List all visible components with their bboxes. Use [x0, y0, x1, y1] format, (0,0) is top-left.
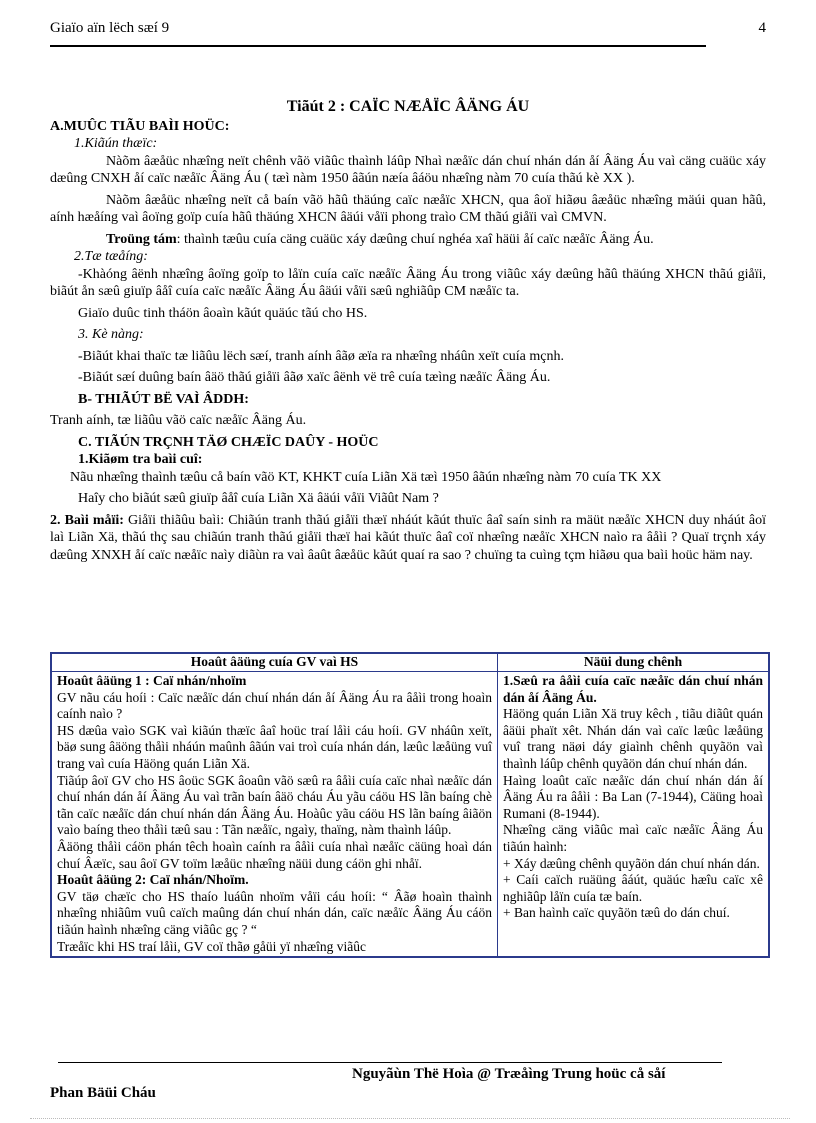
activity-line: Âäöng thåìi cáön phán têch hoaìn caính ra âåìi cuía nhaì næåïc cäüng hoaì dán chuí Âæïc, sau âoï GV toïm læåüc nhæîng näüi dung cáön ghi nhåï. [57, 838, 492, 871]
content-line: + Xáy dæûng chênh quyãön dán chuí nhán dán. [503, 855, 760, 871]
section-a-heading: A.MUÛC TIÃU BAÌI HOÜC: [50, 118, 230, 134]
new-lesson-intro: Giåïi thiãûu baìi: Chiãún tranh thãú giåïi thæï nháút kãút thuïc âaî saín sinh ra mäüt næåïc XHCN duy nháút âoï laì Liãn Xä, thãú thç sau chiãún tranh thãú giåïi thæï hai kãút thuïc âaî coï nhæîng næåïc XHCN naìo ra âåìi ? Quaï trçnh xáy dæûng XNXH åí caïc næåïc naìy diãùn ra vaì âaût âæåüc kãút quaí ra sao ? chuïng ta cuìng tçm hiãøu qua baìi hoüc häm nay. [50, 512, 766, 563]
skills-paragraph-1: -Biãút khai thaïc tæ liãûu lëch sæí, tranh aính âãø æïa ra nhæîng nháûn xeït cuía mçnh. [78, 348, 564, 364]
section-c-heading: C. TIÃÚN TRÇNH TÄØ CHÆÏC DAÛY - HOÜC [78, 434, 379, 450]
activities-column-header: Hoaût âäüng cuía GV vaì HS [51, 653, 498, 672]
content-line: Häöng quán Liãn Xä truy kêch , tiãu diãût quán âäüi phaït xêt. Nhán dán vaì caïc læûc læåüng vuî trang näøi dáy giaình chênh quyãön vaì thaình láûp chênh quyãön dán chuí nhán dán. [503, 706, 763, 771]
document-body [50, 98, 766, 564]
activity-line: HS dæûa vaìo SGK vaì kiãún thæïc âaî hoüc traí låìi cáu hoíi. GV nháûn xeït, bäø sung âäöng thåìi nháún maûnh âãún vai troì cuía nhán dán, læûc læåüng vuî trang vaì cuía Häöng quán Liãn Xä. [57, 722, 492, 771]
new-lesson-label: 2. Baìi måïi: [50, 512, 124, 528]
footer-school: Phan Bäüi Cháu [50, 1085, 156, 1101]
new-lesson-paragraph [50, 512, 766, 565]
activity-line: Hoaût âäüng 2: Caï nhán/Nhoïm. [57, 872, 249, 888]
review-question-2: Haîy cho biãút sæû giuïp âåî cuía Liãn Xä âäúi våïi Viãût Nam ? [78, 491, 439, 506]
lesson-activity-table [50, 652, 770, 958]
footer-author: Nguyãùn Thë Hoìa @ Træåìng Trung hoüc cå såí [352, 1066, 666, 1082]
table-header-row [51, 653, 769, 672]
review-subheading: 1.Kiãøm tra baìi cuî: [78, 452, 203, 467]
page-header [50, 20, 766, 44]
content-line: Nhæîng cäng viãûc maì caïc næåïc Âäng Áu tiãún haình: [503, 822, 763, 854]
page-bottom-edge [30, 1118, 790, 1119]
activity-line: GV nãu cáu hoíi : Caïc næåïc dán chuí nhán dán åí Âäng Áu ra âåìi trong hoaìn caính naìo ? [57, 689, 492, 722]
activity-line: Hoaût âäüng 1 : Caï nhán/nhoïm [57, 673, 247, 688]
content-line: + Ban haình caïc quyãön tæû do dán chuí. [503, 905, 730, 921]
activity-line: Træåïc khi HS traí låìi, GV coï thãø gåüi yï nhæîng viãûc [57, 938, 366, 954]
section-b-text: Tranh aính, tæ liãûu vãö caïc næåïc Âäng Áu. [50, 413, 307, 428]
content-line: + Caíi caïch ruäüng âáút, quäúc hæîu caïc xê nghiãûp låïn cuía tæ baín. [503, 872, 763, 904]
lesson-title: Tiãút 2 : CAÏC NÆÅÏC ÂÄNG ÁU [286, 98, 530, 115]
focus-text: : thaình tæûu cuía cäng cuäüc xáy dæûng chuí nghéa xaî häüi åí caïc næåïc Âäng Áu. [176, 231, 654, 247]
content-column-header: Näüi dung chênh [498, 653, 770, 672]
education-paragraph: Giaïo duûc tinh tháön âoaìn kãút quäúc tãú cho HS. [78, 305, 368, 321]
review-question-1: Nãu nhæîng thaình tæûu cå baín vãö KT, KHKT cuía Liãn Xä tæì 1950 âãún nhæîng nàm 70 cuía TK XX [70, 469, 662, 485]
activities-cell [51, 672, 498, 958]
knowledge-paragraph-1: Nàõm âæåüc nhæîng neït chênh vãö viãûc thaình láûp Nhaì næåïc dán chuí nhán dán åí Âäng Áu vaì cäng cuäüc xáy dæûng CNXH åí caïc næåïc Âäng Áu ( tæì nàm 1950 âãún næía âáöu nhæîng nàm 70 cuía thãú kè XX ). [50, 153, 766, 186]
page-number: 4 [758, 20, 766, 36]
skills-paragraph-2: -Biãút sæí duûng baín âäö thãú giåïi âãø xaïc âënh vë trê cuía tæìng næåïc Âäng Áu. [78, 370, 551, 385]
content-line: Haìng loaût caïc næåïc dán chuí nhán dán åí Âäng Áu ra âåìi : Ba Lan (7-1944), Cäüng hoaì Rumani (8-1944). [503, 772, 763, 821]
content-line: 1.Sæû ra âåìi cuía caïc næåïc dán chuí nhán dán åí Âäng Áu. [503, 673, 763, 705]
knowledge-paragraph-2: Nàõm âæåüc nhæîng neït cå baín vãö hãû thäúng caïc næåïc XHCN, qua âoï hiãøu âæåüc nhæîng mäúi quan hãû, aính hæåíng vaì âoïng goïp cuía hãû thäúng XHCN âäúi våïi phong traìo CM thãú giåïi vaì CMVN. [50, 192, 766, 225]
skills-subheading: 3. Kè nàng: [78, 327, 144, 342]
section-b-heading: B- THIÃÚT BË VAÌ ÂDDH: [78, 391, 249, 407]
footer-rule [58, 1062, 722, 1063]
header-rule [50, 45, 706, 47]
attitude-paragraph: -Khàóng âënh nhæîng âoïng goïp to låïn cuía caïc næåïc Âäng Áu trong viãûc xáy dæûng hãû thäúng XHCN thãú giåïi, biãút ån sæû giuïp âåî cuía caïc næåïc Âäng Áu âäúi våïi sæû nghiãûp CM næåïc ta. [50, 266, 766, 299]
focus-paragraph [50, 231, 766, 249]
activity-line: Tiãúp âoï GV cho HS âoüc SGK âoaûn vãö sæû ra âåìi cuía caïc nhaì næåïc dán chuí nhán dán åí Âäng Áu vaì trãn baín âäö cháu Áu yãu cáöu HS lãn baíng chè tãn caïc næåïc dán chuí nhán dán Âäng Áu. Hoàûc yãu cáöu HS lãn baíng âiãön vaìo baíng theo thåìi tæû sau : Tãn næåïc, ngaìy, thaïng, nàm thaình láûp. [57, 772, 492, 838]
content-cell [498, 672, 770, 958]
knowledge-subheading: 1.Kiãún thæïc: [74, 136, 158, 151]
attitude-subheading: 2.Tæ tæåíng: [74, 249, 148, 264]
focus-label: Troüng tám [106, 231, 177, 247]
table-row [51, 672, 769, 958]
activity-line: GV täø chæïc cho HS thaío luáûn nhoïm våïi cáu hoíi: “ Âãø hoaìn thaình nhæîng nhiãûm vuû caïch maûng dán chuí nhán dán, caïc næåïc Âäng Áu cáön tiãún haình nhæîng cäng viãûc gç ? “ [57, 888, 492, 937]
header-title: Giaïo aïn lëch sæí 9 [50, 20, 170, 36]
